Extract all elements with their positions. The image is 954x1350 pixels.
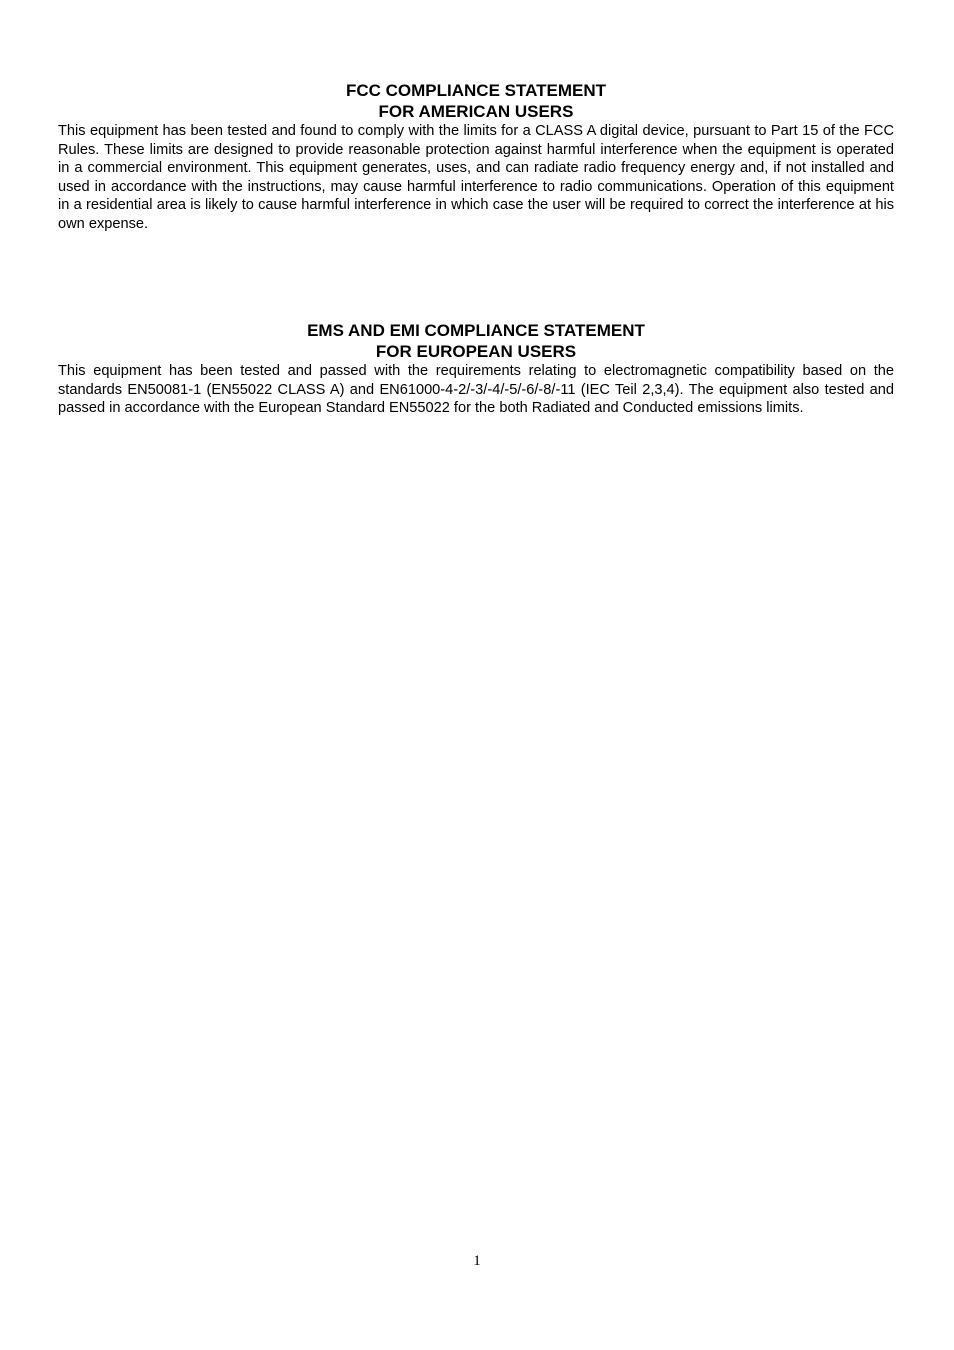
- ems-title-line-1: EMS AND EMI COMPLIANCE STATEMENT: [307, 321, 645, 340]
- ems-emi-compliance-section: [58, 320, 894, 418]
- fcc-compliance-section: [58, 80, 894, 233]
- fcc-title-line-2: FOR AMERICAN USERS: [378, 102, 574, 121]
- fcc-statement-body: This equipment has been tested and found to comply with the limits for a CLASS A digital device, pursuant to Part 15 of the FCC Rules. These limits are designed to provide reasonable protection against harmful interference when the equipment is operated in a commercial environment. This equipment generates, uses, and can radiate radio frequency energy and, if not installed and used in accordance with the instructions, may cause harmful interference to radio communications. Operation of this equipment in a residential area is likely to cause harmful interference in which case the user will be required to correct the interference at his own expense.: [58, 123, 894, 232]
- fcc-title-line-1: FCC COMPLIANCE STATEMENT: [345, 81, 607, 100]
- ems-title-line-2: FOR EUROPEAN USERS: [375, 342, 577, 361]
- page-number: 1: [473, 1253, 481, 1269]
- ems-statement-body: This equipment has been tested and passed with the requirements relating to electromagnetic compatibility based on the standards EN50081-1 (EN55022 CLASS A) and EN61000-4-2/-3/-4/-5/-6/-8/-11 (IEC Teil 2,3,4). The equipment also tested and passed in accordance with the European Standard EN55022 for the both Radiated and Conducted emissions limits.: [58, 363, 894, 416]
